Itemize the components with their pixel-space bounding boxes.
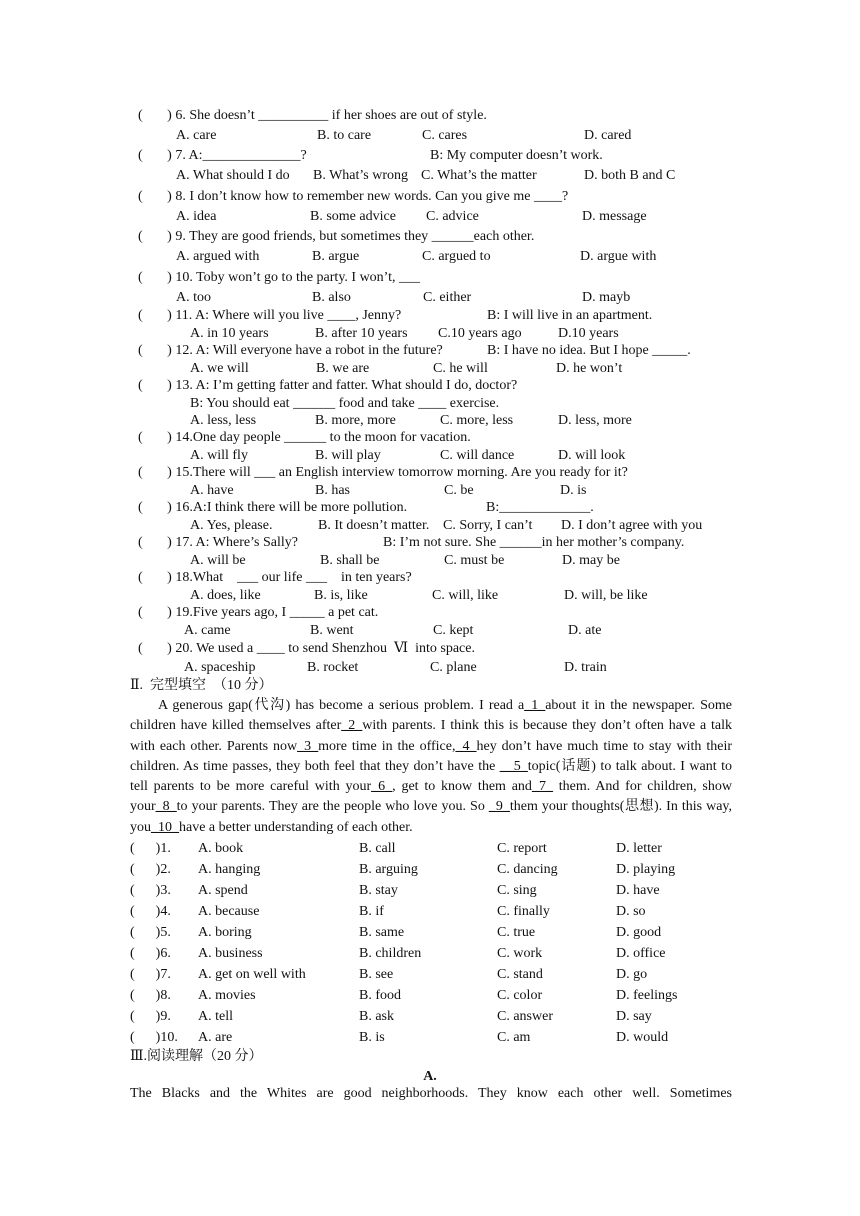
cloze-blank: _2_ — [341, 718, 363, 734]
cloze-number: ( )9. — [130, 1009, 171, 1024]
option-b: B. after 10 years — [315, 326, 408, 341]
option-d: D. go — [616, 967, 648, 982]
option-c: C. finally — [497, 904, 550, 919]
option-b: B. food — [359, 988, 401, 1003]
option-a: A. too — [176, 290, 211, 305]
passage-text: about it in the newspaper. Some children have killed themselves after — [130, 698, 732, 734]
cloze-number: ( )7. — [130, 967, 171, 982]
option-a: A. because — [198, 904, 260, 919]
question-6: ( ) 6. She doesn’t __________ if her shoes are out of style. — [138, 108, 487, 123]
option-d: D. will look — [558, 448, 626, 463]
passage-text: topic(话题) to talk about. I want to tell parents to be more careful with your — [130, 758, 732, 795]
question-17: ( ) 17. A: Where’s Sally? — [138, 535, 298, 550]
passage-text: with parents. I think this is because they don’t often have a talk with each other. Parents now — [130, 718, 733, 754]
question-9: ( ) 9. They are good friends, but sometimes they ______each other. — [138, 229, 535, 244]
option-a: A. we will — [190, 361, 249, 376]
cloze-number: ( )10. — [130, 1030, 178, 1045]
option-b: B. some advice — [310, 209, 396, 224]
option-d: D. so — [616, 904, 646, 919]
option-c: C. dancing — [497, 862, 558, 877]
option-b: B. has — [315, 483, 350, 498]
cloze-number: ( )8. — [130, 988, 171, 1003]
question-18: ( ) 18.What ___ our life ___ in ten years? — [138, 570, 412, 585]
cloze-passage — [130, 696, 732, 838]
question-14: ( ) 14.One day people ______ to the moon for vacation. — [138, 430, 471, 445]
option-c: C. argued to — [422, 249, 491, 264]
option-c: C. true — [497, 925, 536, 940]
option-b: B. went — [310, 623, 354, 638]
cloze-number: ( )2. — [130, 862, 171, 877]
option-d: D. he won’t — [556, 361, 623, 376]
option-a: A. boring — [198, 925, 252, 940]
cloze-blank: _9_ — [488, 799, 510, 815]
option-b: B. It doesn’t matter. — [318, 518, 430, 533]
cloze-number: ( )4. — [130, 904, 171, 919]
option-a: A. movies — [198, 988, 256, 1003]
passage-text: hey don’t have much time to stay with their children. As time passes, they both feel that they don’t have the — [130, 738, 732, 774]
option-a: A. in 10 years — [190, 326, 269, 341]
question-7-reply: B: My computer doesn’t work. — [430, 148, 603, 163]
option-b: B. to care — [317, 128, 372, 143]
option-c: C. am — [497, 1030, 531, 1045]
option-b: B. is — [359, 1030, 385, 1045]
question-12-reply: B: I have no idea. But I hope _____. — [487, 343, 691, 358]
passage-text: them. And for children, show your — [130, 779, 732, 815]
cloze-number: ( )1. — [130, 841, 171, 856]
option-b: B. is, like — [314, 588, 368, 603]
option-c: C. kept — [433, 623, 474, 638]
option-d: D. good — [616, 925, 662, 940]
question-15: ( ) 15.There will ___ an English interview tomorrow morning. Are you ready for it? — [138, 465, 628, 480]
passage-text: A generous gap(代沟) has become a serious problem. I read a — [158, 698, 525, 713]
cloze-blank: _6_ — [371, 779, 393, 795]
cloze-number: ( )5. — [130, 925, 171, 940]
option-a: A. argued with — [176, 249, 260, 264]
passage-a-first-line: The Blacks and the Whites are good neighborhoods. They know each other well. Sometimes — [130, 1086, 732, 1101]
option-c: C. stand — [497, 967, 543, 982]
option-d: D. may be — [562, 553, 620, 568]
option-c: C. he will — [433, 361, 488, 376]
option-b: B. What’s wrong — [313, 168, 409, 183]
option-d: D. cared — [584, 128, 632, 143]
option-b: B. call — [359, 841, 396, 856]
option-b: B. also — [312, 290, 351, 305]
option-d: D. say — [616, 1009, 652, 1024]
option-b: B. we are — [316, 361, 370, 376]
question-11: ( ) 11. A: Where will you live ____, Jenny? — [138, 308, 402, 323]
option-d: D. is — [560, 483, 587, 498]
option-d: D. less, more — [558, 413, 632, 428]
option-d: D. message — [582, 209, 647, 224]
option-b: B. same — [359, 925, 405, 940]
option-c: C. color — [497, 988, 543, 1003]
passage-a-heading: A. — [423, 1069, 437, 1084]
question-13: ( ) 13. A: I’m getting fatter and fatter. What should I do, doctor? — [138, 378, 518, 393]
question-16-reply: B:_____________. — [486, 500, 594, 515]
section-3-title: Ⅲ.阅读理解（20 分） — [130, 1049, 263, 1064]
cloze-number: ( )6. — [130, 946, 171, 961]
section-2-title: Ⅱ. 完型填空 （10 分） — [130, 678, 273, 693]
option-a: A. get on well with — [198, 967, 306, 982]
option-b: B. arguing — [359, 862, 418, 877]
passage-text: them your thoughts(思想). In this way, you — [130, 799, 732, 835]
question-20: ( ) 20. We used a ____ to send Shenzhou Ⅵ into space. — [138, 641, 475, 656]
option-a: A. have — [190, 483, 234, 498]
option-b: B. will play — [315, 448, 381, 463]
question-13-line2: B: You should eat ______ food and take ____ exercise. — [190, 396, 500, 411]
option-a: A. What should I do — [176, 168, 290, 183]
cloze-blank: _3_ — [297, 738, 319, 754]
option-d: D. argue with — [580, 249, 657, 264]
option-b: B. see — [359, 967, 394, 982]
passage-text: , get to know them and — [392, 779, 532, 795]
question-17-reply: B: I’m not sure. She ______in her mother’s company. — [383, 535, 685, 550]
option-c: C. report — [497, 841, 547, 856]
option-c: C. cares — [422, 128, 468, 143]
option-d: D. both B and C — [584, 168, 676, 183]
option-d: D. have — [616, 883, 660, 898]
option-a: A. hanging — [198, 862, 261, 877]
option-c: C. more, less — [440, 413, 514, 428]
option-b: B. argue — [312, 249, 360, 264]
option-d: D. mayb — [582, 290, 631, 305]
cloze-blank: __5_ — [499, 758, 528, 774]
option-d: D. will, be like — [564, 588, 648, 603]
option-c: C. be — [444, 483, 474, 498]
option-c: C. work — [497, 946, 543, 961]
option-a: A. less, less — [190, 413, 257, 428]
option-c: C. either — [423, 290, 472, 305]
option-c: C. sing — [497, 883, 537, 898]
option-b: B. if — [359, 904, 384, 919]
option-d: D. playing — [616, 862, 676, 877]
option-b: B. rocket — [307, 660, 359, 675]
option-a: A. idea — [176, 209, 217, 224]
passage-text: to your parents. They are the people who love you. So — [176, 799, 489, 815]
option-d: D. office — [616, 946, 666, 961]
option-a: A. will fly — [190, 448, 248, 463]
option-c: C. must be — [444, 553, 505, 568]
option-c: C. will dance — [440, 448, 515, 463]
question-11-reply: B: I will live in an apartment. — [487, 308, 653, 323]
cloze-blank: _4_ — [455, 738, 477, 754]
option-c: C. answer — [497, 1009, 553, 1024]
option-d: D. letter — [616, 841, 662, 856]
option-a: A. came — [184, 623, 231, 638]
cloze-number: ( )3. — [130, 883, 171, 898]
option-d: D. would — [616, 1030, 669, 1045]
option-d: D. ate — [568, 623, 602, 638]
option-a: A. Yes, please. — [190, 518, 273, 533]
option-c: C. will, like — [432, 588, 499, 603]
option-c: C.10 years ago — [438, 326, 522, 341]
question-19: ( ) 19.Five years ago, I _____ a pet cat. — [138, 605, 379, 620]
option-a: A. does, like — [190, 588, 261, 603]
passage-text: more time in the office, — [318, 738, 456, 754]
question-7: ( ) 7. A:______________? — [138, 148, 307, 163]
cloze-blank: _8_ — [155, 799, 177, 815]
option-a: A. spend — [198, 883, 248, 898]
option-a: A. will be — [190, 553, 246, 568]
option-a: A. spaceship — [184, 660, 256, 675]
question-12: ( ) 12. A: Will everyone have a robot in the future? — [138, 343, 443, 358]
option-c: C. What’s the matter — [421, 168, 537, 183]
option-b: B. ask — [359, 1009, 394, 1024]
option-a: A. are — [198, 1030, 233, 1045]
cloze-blank: _1_ — [524, 698, 546, 713]
passage-text: have a better understanding of each other. — [179, 819, 413, 835]
cloze-blank: _7_ — [531, 779, 553, 795]
option-d: D. feelings — [616, 988, 678, 1003]
option-b: B. children — [359, 946, 422, 961]
option-a: A. book — [198, 841, 244, 856]
option-d: D. train — [564, 660, 607, 675]
question-8: ( ) 8. I don’t know how to remember new words. Can you give me ____? — [138, 189, 569, 204]
option-b: B. more, more — [315, 413, 396, 428]
option-b: B. shall be — [320, 553, 380, 568]
option-a: A. care — [176, 128, 217, 143]
option-a: A. tell — [198, 1009, 233, 1024]
question-16: ( ) 16.A:I think there will be more pollution. — [138, 500, 408, 515]
cloze-blank: _10_ — [151, 819, 179, 835]
option-d: D. I don’t agree with you — [561, 518, 703, 533]
question-10: ( ) 10. Toby won’t go to the party. I won’t, ___ — [138, 270, 420, 285]
option-c: C. advice — [426, 209, 479, 224]
option-c: C. plane — [430, 660, 477, 675]
option-c: C. Sorry, I can’t — [443, 518, 533, 533]
option-d: D.10 years — [558, 326, 619, 341]
option-a: A. business — [198, 946, 263, 961]
option-b: B. stay — [359, 883, 398, 898]
